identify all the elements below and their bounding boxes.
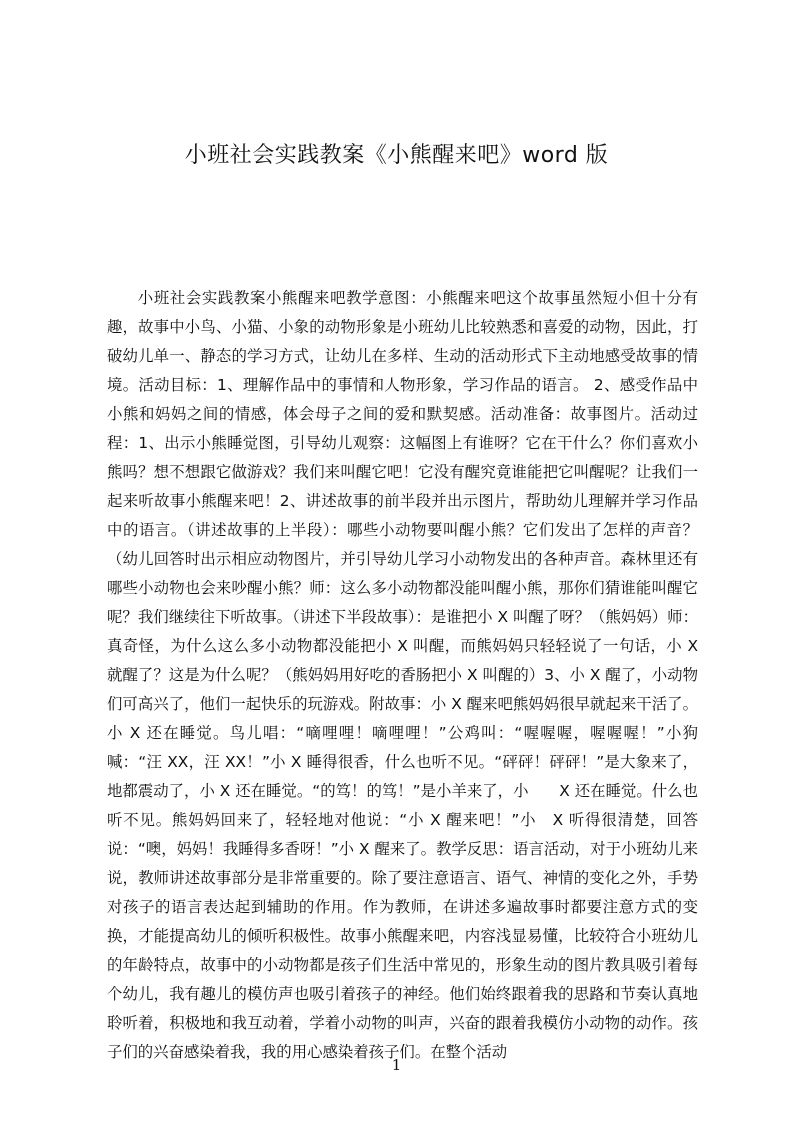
body-paragraph: 小班社会实践教案小熊醒来吧教学意图：小熊醒来吧这个故事虽然短小但十分有趣，故事中小鸟、小猫、小象的动物形象是小班幼儿比较熟悉和喜爱的动物，因此，打破幼儿单一、静态的学习方式，让幼儿在多样、生动的活动形式下主动地感受故事的情境。活动目标：1、理解作品中的事情和人物形象，学习作品的语言。 2、感受作品中小熊和妈妈之间的情感，体会母子之间的爱和默契感。活动准备：故事图片。活动过程：1、出示小熊睡觉图，引导幼儿观察：这幅图上有谁呀？它在干什么？你们喜欢小熊吗？想不想跟它做游戏？我们来叫醒它吧！它没有醒究竟谁能把它叫醒呢？让我们一起来听故事小熊醒来吧！2、讲述故事的前半段并出示图片，帮助幼儿理解并学习作品中的语言。（讲述故事的上半段）：哪些小动物要叫醒小熊？它们发出了怎样的声音？（幼儿回答时出示相应动物图片，并引导幼儿学习小动物发出的各种声音。森林里还有哪些小动物也会来吵醒小熊？师：这么多小动物都没能叫醒小熊，那你们猜谁能叫醒它呢？我们继续往下听故事。（讲述下半段故事）：是谁把小 X 叫醒了呀？（熊妈妈）师：真奇怪，为什么这么多小动物都没能把小 X 叫醒，而熊妈妈只轻轻说了一句话，小 X 就醒了？这是为什么呢？（熊妈妈用好吃的香肠把小 X 叫醒的）3、小 X 醒了，小动物们可高兴了，他们一起快乐的玩游戏。附故事：小 X 醒来吧熊妈妈很早就起来干活了。小 X 还在睡觉。鸟儿唱：“嘀哩哩！嘀哩哩！”公鸡叫：“喔喔喔，喔喔喔！”小狗喊：“汪 XX，汪 XX！”小 X 睡得很香，什么也听不见。“砰砰！砰砰！”是大象来了，地都震动了，小 X 还在睡觉。“的笃！的笃！”是小羊来了，小 X 还在睡觉。什么也听不见。熊妈妈回来了，轻轻地对他说：“小 X 醒来吧！”小 X 听得很清楚，回答说：“噢，妈妈！我睡得多香呀！”小 X 醒来了。教学反思：语言活动，对于小班幼儿来说，教师讲述故事部分是非常重要的。除了要注意语言、语气、神情的变化之外，手势对孩子的语言表达起到辅助的作用。作为教师，在讲述多遍故事时都要注意方式的变换，才能提高幼儿的倾听积极性。故事小熊醒来吧，内容浅显易懂，比较符合小班幼儿的年龄特点，故事中的小动物都是孩子们生活中常见的，形象生动的图片教具吸引着每个幼儿，我有趣儿的模仿声也吸引着孩子的神经。他们始终跟着我的思路和节奏认真地聆听着，积极地和我互动着，学着小动物的叫声，兴奋的跟着我模仿小动物的动作。孩子们的兴奋感染着我，我的用心感染着孩子们。在整个活动 [107, 289, 698, 1061]
page-title: 小班社会实践教案《小熊醒来吧》word 版 [184, 143, 609, 168]
page-number: 1 [391, 1056, 402, 1074]
